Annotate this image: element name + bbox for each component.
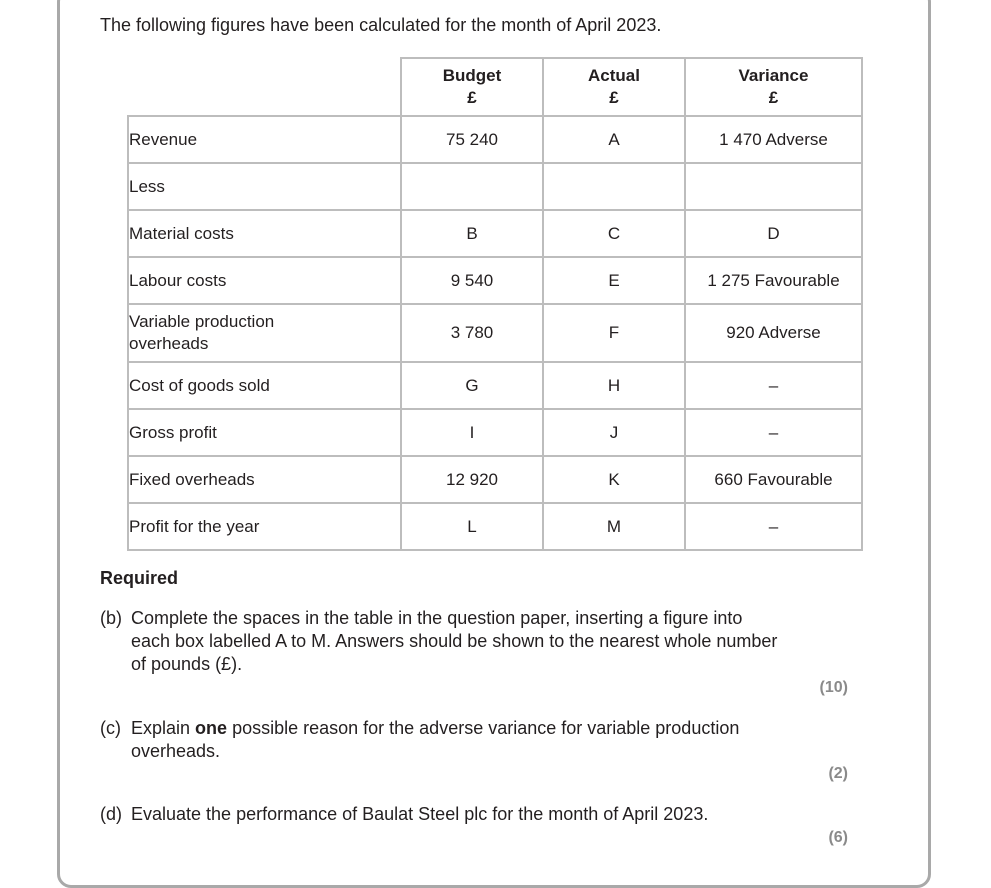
row-label: Profit for the year (128, 503, 401, 550)
actual-cell: C (543, 210, 685, 257)
row-label: Material costs (128, 210, 401, 257)
question-text: Complete the spaces in the table in the question paper, inserting a figure into each box labelled A to M. Answers should be shown to the nearest whole number of pounds (£). (131, 608, 778, 674)
question-letter: (b) (100, 608, 122, 628)
intro-text: The following figures have been calculated for the month of April 2023. (100, 15, 662, 35)
variance-cell: 1 470 Adverse (685, 116, 862, 163)
row-label: Revenue (128, 116, 401, 163)
budget-cell: L (401, 503, 543, 550)
budget-cell: I (401, 409, 543, 456)
variance-cell: D (685, 210, 862, 257)
variance-cell: – (685, 362, 862, 409)
marks-d: (6) (828, 829, 848, 846)
header-actual: Actual £ (543, 58, 685, 116)
budget-cell: 3 780 (401, 304, 543, 362)
budget-cell: 12 920 (401, 456, 543, 503)
required-heading: Required (100, 568, 179, 588)
actual-cell (543, 163, 685, 210)
actual-cell: E (543, 257, 685, 304)
figures-table (127, 57, 863, 551)
variance-cell: 920 Adverse (685, 304, 862, 362)
variance-cell: – (685, 409, 862, 456)
table-row (128, 304, 862, 362)
row-label: Labour costs (128, 257, 401, 304)
question-letter: (d) (100, 804, 122, 824)
row-label: Variable production overheads (128, 304, 401, 362)
row-label: Less (128, 163, 401, 210)
table-row (128, 257, 862, 304)
table-row (128, 362, 862, 409)
actual-cell: H (543, 362, 685, 409)
table-row (128, 116, 862, 163)
variance-cell (685, 163, 862, 210)
table-row (128, 163, 862, 210)
variance-cell: 660 Favourable (685, 456, 862, 503)
actual-cell: F (543, 304, 685, 362)
table-row (128, 456, 862, 503)
actual-cell: K (543, 456, 685, 503)
marks-b: (10) (819, 679, 848, 696)
budget-cell: 75 240 (401, 116, 543, 163)
row-label: Fixed overheads (128, 456, 401, 503)
budget-cell: B (401, 210, 543, 257)
marks-c: (2) (828, 765, 848, 782)
actual-cell: M (543, 503, 685, 550)
table-row (128, 210, 862, 257)
row-label: Cost of goods sold (128, 362, 401, 409)
row-label: Gross profit (128, 409, 401, 456)
variance-cell: – (685, 503, 862, 550)
table-row (128, 503, 862, 550)
header-variance: Variance £ (685, 58, 862, 116)
question-text: Evaluate the performance of Baulat Steel plc for the month of April 2023. (131, 804, 709, 824)
header-blank (128, 58, 401, 116)
table-row (128, 409, 862, 456)
budget-cell (401, 163, 543, 210)
actual-cell: J (543, 409, 685, 456)
variance-cell: 1 275 Favourable (685, 257, 862, 304)
question-text: Explain one possible reason for the adverse variance for variable production overheads. (131, 718, 740, 761)
budget-cell: 9 540 (401, 257, 543, 304)
question-letter: (c) (100, 718, 121, 738)
budget-cell: G (401, 362, 543, 409)
actual-cell: A (543, 116, 685, 163)
header-budget: Budget £ (401, 58, 543, 116)
